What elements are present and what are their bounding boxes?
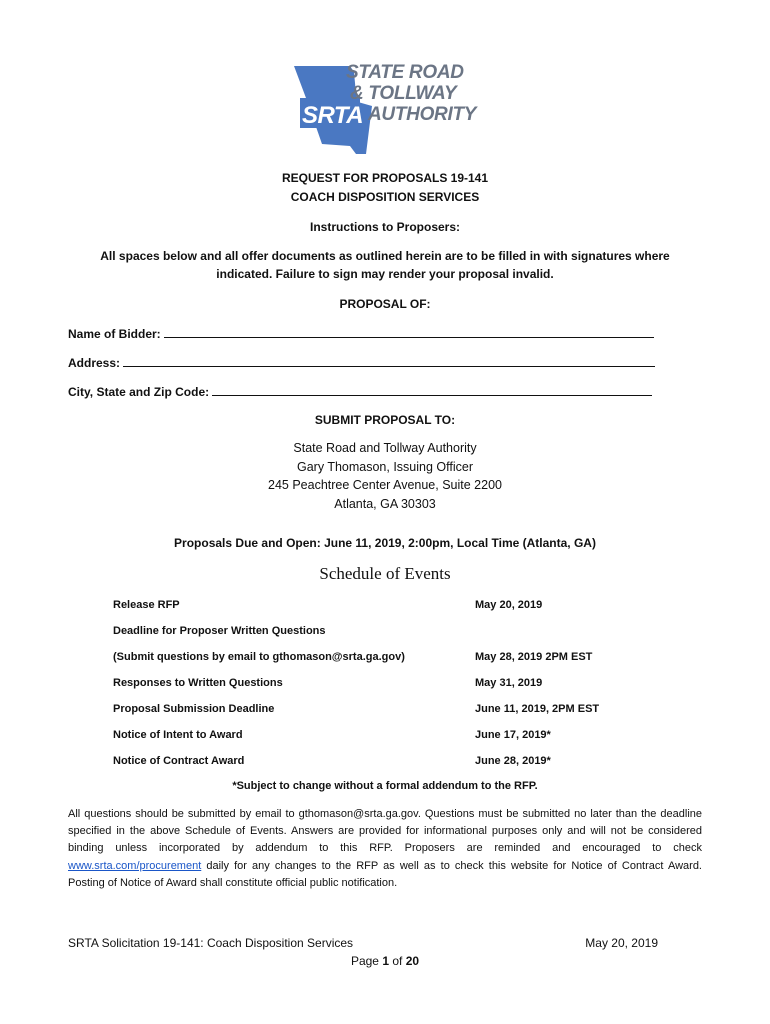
proposal-of-heading: PROPOSAL OF: <box>339 297 431 311</box>
schedule-event: Proposal Submission Deadline <box>113 703 275 715</box>
address-field[interactable] <box>68 355 655 370</box>
submit-officer: Gary Thomason, Issuing Officer <box>296 459 473 474</box>
page-prefix: Page <box>350 954 379 968</box>
schedule-date: May 20, 2019 <box>475 599 543 611</box>
bidder-name-line[interactable] <box>164 326 654 338</box>
schedule-event: Notice of Intent to Award <box>113 729 243 741</box>
address-label: Address: <box>68 356 121 370</box>
page-total: 20 <box>405 954 420 968</box>
questions-paragraph <box>68 806 702 892</box>
procurement-link[interactable]: www.srta.com/procurement <box>68 859 202 872</box>
instructions-line-1: All spaces below and all offer documents as outlined herein are to be filled in with signatures where <box>100 249 670 263</box>
schedule-event: Release RFP <box>113 599 180 611</box>
schedule-event: Responses to Written Questions <box>113 677 283 689</box>
logo-line-3: AUTHORITY <box>368 104 477 125</box>
submit-org: State Road and Tollway Authority <box>293 441 477 455</box>
footer-date: May 20, 2019 <box>585 936 658 950</box>
rfp-title: COACH DISPOSITION SERVICES <box>290 190 480 204</box>
schedule-date: May 31, 2019 <box>475 677 543 689</box>
logo-wordmark <box>346 62 476 125</box>
bidder-name-field[interactable] <box>68 326 654 341</box>
schedule-title: Schedule of Events <box>319 564 451 583</box>
footer-solicitation: SRTA Solicitation 19-141: Coach Disposition Services <box>68 936 354 950</box>
page-of: of <box>392 954 403 968</box>
logo-badge-text: SRTA <box>302 102 364 129</box>
paragraph-text-1: All questions should be submitted by email to gthomason@srta.ga.gov. Questions must be submitted no later than the deadline specified in the above Schedule of Events. Answers are provided for informational purposes only and will not be considered binding unless incorporated by addendum to this RFP. Proposers are reminded and encouraged to check <box>68 808 702 855</box>
schedule-event: Notice of Contract Award <box>113 755 245 767</box>
submit-street: 245 Peachtree Center Avenue, Suite 2200 <box>268 478 502 492</box>
schedule-event: (Submit questions by email to gthomason@srta.ga.gov) <box>113 651 405 663</box>
schedule-date: May 28, 2019 2PM EST <box>475 651 593 663</box>
city-state-zip-label: City, State and Zip Code: <box>68 385 210 399</box>
schedule-date: June 11, 2019, 2PM EST <box>475 703 600 715</box>
rfp-number: REQUEST FOR PROPOSALS 19-141 <box>281 171 489 185</box>
submit-city: Atlanta, GA 30303 <box>334 496 436 511</box>
city-state-zip-field[interactable] <box>68 384 652 399</box>
schedule-date: June 28, 2019* <box>475 755 551 767</box>
logo-line-2: & TOLLWAY <box>350 83 457 104</box>
paragraph-text-2: daily for any changes to the RFP as well as to check this website for Notice of Contract Award. Posting of Notice of Award shall constitute official public notification. <box>68 859 702 889</box>
schedule-event: Deadline for Proposer Written Questions <box>113 625 326 637</box>
instructions-heading: Instructions to Proposers: <box>309 220 461 234</box>
proposal-due-date: Proposals Due and Open: June 11, 2019, 2:00pm, Local Time (Atlanta, GA) <box>174 536 596 550</box>
address-line[interactable] <box>123 355 655 367</box>
page-current: 1 <box>382 954 389 968</box>
submit-address <box>40 439 730 513</box>
instructions-line-2: indicated. Failure to sign may render your proposal invalid. <box>216 267 554 281</box>
schedule-date: June 17, 2019* <box>475 729 551 741</box>
city-state-zip-line[interactable] <box>212 384 652 396</box>
page-number <box>40 954 730 968</box>
bidder-name-label: Name of Bidder: <box>68 327 161 341</box>
logo-line-1: STATE ROAD <box>346 62 464 83</box>
submit-heading: SUBMIT PROPOSAL TO: <box>314 413 456 427</box>
schedule-note: *Subject to change without a formal addendum to the RFP. <box>232 780 538 792</box>
